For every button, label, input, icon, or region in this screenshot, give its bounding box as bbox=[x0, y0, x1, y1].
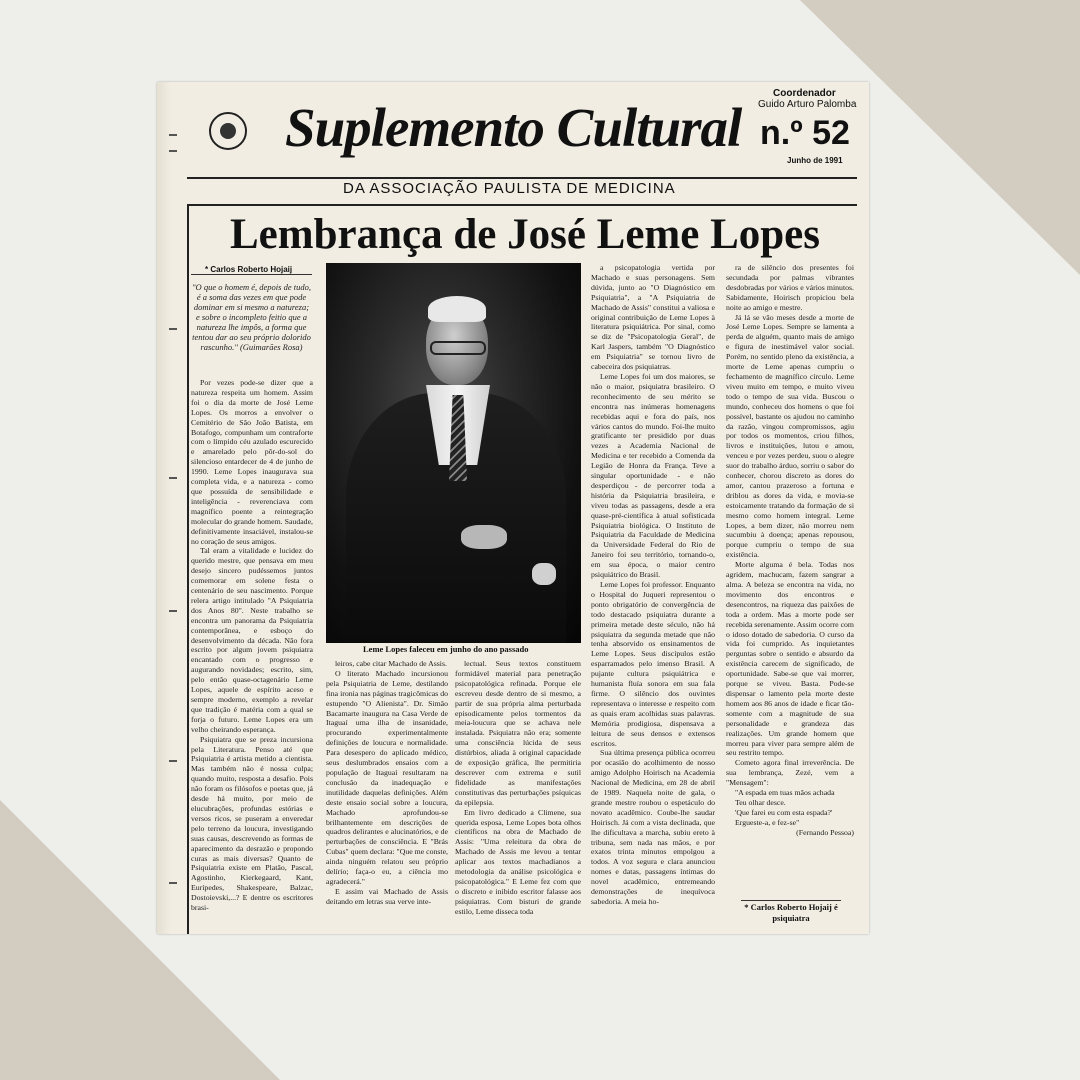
staple-mark bbox=[169, 328, 177, 330]
newspaper-page bbox=[157, 82, 869, 934]
poem-line: "A espada em tuas mãos achada bbox=[735, 788, 835, 798]
staple-mark bbox=[169, 134, 177, 136]
paragraph: Já lá se vão meses desde a morte de José Leme Lopes. Sempre se lamenta a perda de alguém, quanto mais de amigo e figura de inestimável valor social. Porém, no sentido pleno da existência, a morte de Leme apenas cumpriu o fechamento de magnífico círculo. Leme viveu muito em tempo, e muito viveu todo o tempo de sua vida. Buscou o mundo, conheceu dos homens o que foi possível, bastante os ajudou no caminho da razão, vingou compromissos, agiu por todos os momentos, criou filhos, livros e instituições, lutou e amou, venceu e por vezes perdeu, suou o alegre suor do trabalho árduo, sorriu o sabor do conhecer, chorou discreto as dores do amor, cantou prazeroso a fortuna e driblou as dores da vida, e movia-se estoicamente tratando da formação de si mesmo como homem integral. Leme Lopes, a bem dizer, não morreu nem sucumbiu à doença; apenas repousou, porque cumpriu o tempo de sua existência. bbox=[726, 312, 854, 560]
binding-edge bbox=[157, 82, 171, 934]
coordinator-label: Coordenador bbox=[773, 88, 836, 99]
poem-attribution: (Fernando Pessoa) bbox=[796, 827, 854, 837]
paragraph: Tal eram a vitalidade e lucidez do querido mestre, que pensava em meu desejo sincero pudéssemos juntos comemorar em solene festa o centenário de seu nascimento. Porque relera artigo intitulado "A Psiquiatria dos Anos 80". Neste trabalho se encontra um panorama da Psiquiatria contemporânea, e esboço do desenvolvimento da década. Não fora escrito por algum jovem psiquiatra encantado com o progresso e augurando novidades; escrito, sim, pelo então quase-octagenário Leme Lopes, aquele de espírito aceso e sempre moderno, exemplo a revelar que tradição é matéria com a qual se forja o futuro. Leme Lopes era um velho cheirando esperança. bbox=[191, 546, 313, 734]
text-column-5 bbox=[726, 263, 854, 895]
text-column-2 bbox=[326, 659, 448, 931]
paragraph: a psicopatologia vertida por Machado e suas personagens. Sem dúvida, junto ao "O Diagnóstico em Psiquiatria", a "A Psiquiatria de Machado de Assis" constitui a valiosa e original contribuição de Leme Lopes à literatura psiquiátrica. Por sinal, como se diz de "Psicopatologia Geral", de Karl Jaspers, também "O Diagnóstico em Psiquiatria" se tornou livro de cabeceira dos psiquiatras. bbox=[591, 263, 715, 372]
epigraph: "O que o homem é, depois de tudo, é a soma das vezes em que pode dominar em si mesmo a natureza; e sobre o incompleto feitio que a natureza lhe impôs, a forma que tentou dar ao seu próprio dolorido rascunho." (Guimarães Rosa) bbox=[191, 282, 311, 352]
poem-line: Teu olhar desce. bbox=[735, 797, 786, 807]
photo-hair bbox=[428, 296, 486, 322]
masthead-title: Suplemento Cultural bbox=[285, 97, 742, 158]
article-byline: * Carlos Roberto Hojaij bbox=[205, 265, 293, 274]
byline-rule bbox=[191, 274, 312, 275]
poem-line: 'Que farei eu com esta espada?' bbox=[735, 807, 833, 817]
signature-rule bbox=[741, 900, 841, 901]
paragraph: Em livro dedicado a Climene, sua querida esposa, Leme Lopes bota olhos científicos na obra de Machado de Assis: "Uma releitura da obra de Machado de Assis me levou a tentar aplicar aos textos machadianos a metodologia da análise psicológica e psicopatológica." E Leme fez com que o discreto e inibido escritor falasse aos psiquiatras. Com bisturi de grande estilo, Leme disseca toda bbox=[455, 807, 581, 916]
association-seal-logo bbox=[209, 112, 247, 150]
issue-date: Junho de 1991 bbox=[787, 156, 843, 165]
paragraph: Sua última presença pública ocorreu por ocasião do acolhimento de nosso amigo Adolpho Hoirisch na Academia Nacional de Medicina, em 28 de abril de 1989. Naquela noite de gala, o grande mestre roubou o espetáculo do novato acadêmico. Coube-lhe saudar Hoirisch. Já com a vista declinada, que lhe dificultava a marcha, subiu ereto à tribuna, sem nada nas mãos, e por exatos trinta minutos empolgou a todos. A voz segura e clara anunciou nomes e datas, passagens íntimas do novel acadêmico, entremeando demonstrações de inequívoca sabedoria. A meia ho- bbox=[591, 748, 715, 906]
paragraph: E assim vai Machado de Assis deitando em letras sua verve inte- bbox=[326, 886, 448, 906]
paragraph: ra de silêncio dos presentes foi secundada por palmas vibrantes desdobradas por vários e vários minutos. Sabidamente, Hoirisch propiciou bela noite ao amigo e mestre. bbox=[726, 263, 854, 312]
paragraph: leiros, cabe citar Machado de Assis. bbox=[335, 659, 447, 668]
staple-mark bbox=[169, 150, 177, 152]
text-column-4 bbox=[591, 263, 715, 933]
article-headline: Lembrança de José Leme Lopes bbox=[230, 211, 820, 258]
coordinator-name: Guido Arturo Palomba bbox=[758, 99, 857, 110]
staple-mark bbox=[169, 882, 177, 884]
text-column-3 bbox=[455, 659, 581, 931]
issue-number: n.º 52 bbox=[760, 114, 850, 152]
poem-line: Ergueste-a, e fez-se" bbox=[735, 817, 800, 827]
photo-caption: Leme Lopes faleceu em junho do ano passado bbox=[363, 644, 529, 654]
photo-hand bbox=[461, 525, 507, 549]
author-signature: * Carlos Roberto Hojaij é psiquiatra bbox=[744, 902, 838, 923]
photo-object bbox=[532, 563, 556, 585]
paragraph: Morte alguma é bela. Todas nos agridem, machucam, fazem sangrar a alma. A beleza se encontra na vida, no movimento dos encontros e desencontros, na riqueza das paixões de toda a ordem. Mas a morte pode ser recebida serenamente. Assim ocorre com o idoso dotado de sabedoria. O curso da vida foi cumprido. As inquietantes perguntas sobre o sentido e absurdo da existência carecem de significado, de oportunidade. Sabe-se que vai morrer, porque se viveu. Basta. Pode-se dispensar o lamento pela morte deste homem aos 86 anos de idade e ficar tão-somente com a magnitude de sua personalidade e grandeza das realizações. Um grande homem que morreu para viver para sempre além de seu restrito tempo. bbox=[726, 560, 854, 758]
association-name: DA ASSOCIAÇÃO PAULISTA DE MEDICINA bbox=[343, 180, 676, 197]
paragraph: Por vezes pode-se dizer que a natureza respeita um homem. Assim foi o dia da morte de José Leme Lopes. Os morros a envolver o Cemitério de São João Batista, em Botafogo, compunham um contraforte com o límpido céu azulado escurecido e amarelado pelo pôr-do-sol do silencioso entardecer de 4 de junho de 1990. Leme Lopes inaugurava sua completa vida, e a natureza - como que possuída de sensibilidade e inteligência - reverenciava com magnífico poente a reintegração molecular do grande homem. Saudade, definitivamente insaciável, instalou-se no coração de seus amigos. bbox=[191, 378, 313, 546]
staple-mark bbox=[169, 610, 177, 612]
photo-glasses bbox=[430, 341, 486, 355]
staple-mark bbox=[169, 760, 177, 762]
paragraph: O literato Machado incursionou pela Psiquiatria de Leme, destilando fina ironia nas páginas tragicômicas do estupendo "O Alienista". Dr. Simão Bacamarte inaugura na Casa Verde de Itaguaí uma ilha de insanidade, procurando experimentalmente definições de loucura e normalidade. Para desespero do aplicado médico, seus deslumbrados ensaios com a população de Itaguaí resultaram na conclusão da inadequação e inutilidade daquelas definições. Além deste ensaio social sobre a loucura, Machado aprofundou-se brilhantemente em descrições de quadros delirantes e alucinatórios, e de perturbações de consciência. E "Brás Cubas" quem declara: "Que me conste, ainda ninguém relatou seu próprio delírio; faça-o eu, a ciência mo agradecerá." bbox=[326, 668, 448, 886]
portrait-photo bbox=[326, 263, 581, 643]
paragraph: Leme Lopes foi professor. Enquanto o Hospital do Juqueri representou o ponto obrigatório de convergência de todo destacado psiquiatra durante a primeira metade deste século, não há psiquiatra da segunda metade que não tenha absorvido os ensinamentos de Leme Lopes. Seus discípulos estão esparramados pelo imenso Brasil. A pujante cultura psiquiátrica e humanista fluía sonora em sua fala firme. O silêncio dos ouvintes representava o interesse e respeito com as quais eram acolhidas suas palavras. Memória prodigiosa, dispensava a leitura de seus densos e extensos escritos. bbox=[591, 580, 715, 748]
paragraph: Cometo agora final irreverência. De sua lembrança, Zezé, vem a "Mensagem": bbox=[726, 758, 854, 788]
masthead-rule bbox=[187, 177, 857, 179]
paragraph: lectual. Seus textos constituem formidável material para penetração psicopatológica refinada. Porque ele escreveu desde dentro de si mesmo, a partir de sua própria alma perturbada episodicamente pelos tormentos da meia-loucura que se achava nele instalada. Psiquiatra não era; somente uma consciência lúcida de seus distúrbios, aliada à original capacidade de exposição gráfica, lhe permitiria descrever com extrema e sutil fidelidade as manifestações constitutivas das perturbações psíquicas da epilepsia. bbox=[455, 659, 581, 807]
paragraph: Leme Lopes foi um dos maiores, se não o maior, psiquiatra brasileiro. O reconhecimento de seu mérito se encontra nas inúmeras homenagens recebidas aqui e fora do país, nos vários cantos do mundo. Foi-lhe muito gratificante ter presidido por duas vezes a Academia Nacional de Medicina e ter recebido a Comenda da Legião de Honra da França. Teve a singular oportunidade - e não desperdiçou - de percorrer toda a história da Psiquiatria brasileira, e viveu todas as passagens, desde a era quase-pré-científica à atual sofisticada Psiquiatria biológica. O Instituto de Psiquiatria da Faculdade de Medicina da Universidade Federal do Rio de Janeiro foi seu território, tornando-o, em sua época, o maior centro psiquiátrico do Brasil. bbox=[591, 371, 715, 580]
paragraph: Psiquiatra que se preza incursiona pela Literatura. Penso até que Psiquiatria é artista metido a cientista. Mas também não é nossa culpa; quando muito, resposta a desafio. Pois não foram os filósofos e poetas que, já desde há muito, por meio de elucubrações, profundas estórias e versos ricos, se puseram a enveredar pelo terreno da loucura, investigando suas causas, descrevendo as formas de aparecimento da desrazão e propondo curas as mais diversas? Quanto de Psiquiatria existe em Platão, Pascal, Agostinho, Kierkegaard, Kant, Eurípedes, Shakespeare, Balzac, Dostoievski,...? E dentre os escritores brasi- bbox=[191, 734, 313, 913]
staple-mark bbox=[169, 477, 177, 479]
text-column-1 bbox=[191, 378, 313, 933]
